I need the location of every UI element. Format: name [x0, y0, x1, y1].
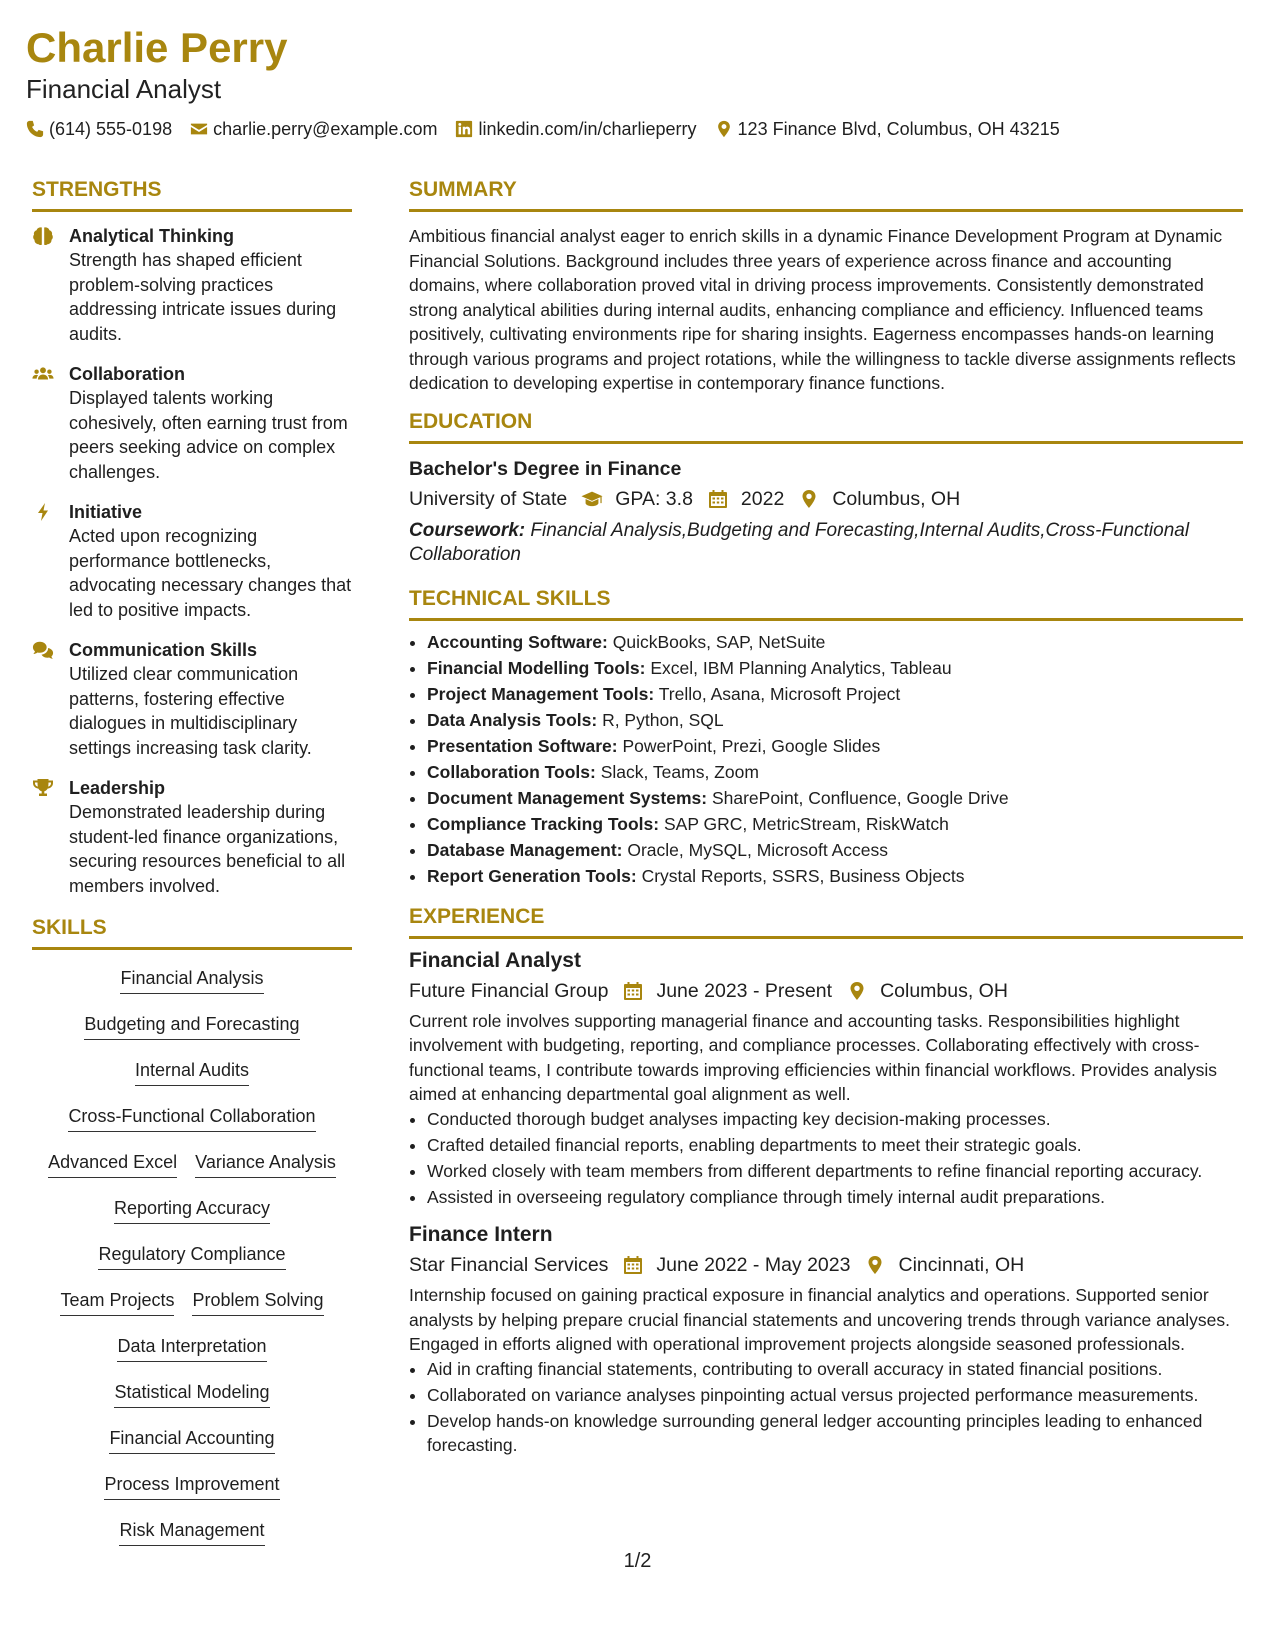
- tech-label: Database Management:: [427, 839, 623, 860]
- education-location: Columbus, OH: [832, 487, 961, 510]
- job-dates: June 2022 - May 2023: [656, 1254, 851, 1276]
- gpa-text: GPA: 3.8: [615, 487, 693, 510]
- tech-label: Financial Modelling Tools:: [427, 657, 646, 678]
- list-item: • Worked closely with team members from different departments to refine financial reporting accuracy.: [427, 1159, 1243, 1184]
- strength-item: [32, 638, 352, 760]
- coursework-label: Coursework:: [409, 519, 526, 541]
- calendar-icon: [622, 981, 644, 1001]
- education-heading: EDUCATION: [409, 409, 533, 433]
- tech-label: Report Generation Tools:: [427, 865, 637, 886]
- graduation-year: 2022: [740, 487, 785, 510]
- degree-title: Bachelor's Degree in Finance: [409, 457, 682, 480]
- bolt-icon: [32, 502, 54, 522]
- strength-title: Initiative: [69, 502, 143, 522]
- skill-tag: Financial Analysis: [120, 966, 263, 994]
- candidate-title: Financial Analyst: [26, 74, 222, 104]
- strength-title: Collaboration: [69, 364, 185, 384]
- calendar-icon: [707, 489, 729, 509]
- tech-label: Document Management Systems:: [427, 787, 708, 808]
- job-bullets: [409, 1357, 1243, 1458]
- technical-skills-heading: TECHNICAL SKILLS: [409, 586, 611, 610]
- strength-desc: Displayed talents working cohesively, often earning trust from peers seeking advice on complex challenges.: [69, 388, 348, 482]
- candidate-name: Charlie Perry: [26, 24, 288, 71]
- section-divider: [409, 209, 1243, 212]
- skill-tag: Regulatory Compliance: [98, 1242, 285, 1270]
- skill-tag: Cross-Functional Collaboration: [68, 1104, 315, 1132]
- skill-tag: Team Projects: [60, 1288, 174, 1316]
- map-pin-icon: [715, 120, 733, 138]
- tech-value: R, Python, SQL: [602, 709, 724, 730]
- strength-title: Analytical Thinking: [69, 226, 235, 246]
- strength-title: Communication Skills: [69, 640, 258, 660]
- job-summary: Current role involves supporting managerial finance and accounting tasks. Responsibilities highlight involvement with budgeting, reporting, and compliance processes. Collaborating effectively with cross-functional teams, I contribute towards improving efficiencies within financial workflows. Provides analysis aimed at enhancing departmental goal alignment as well.: [409, 1010, 1217, 1104]
- summary-heading: SUMMARY: [409, 178, 517, 201]
- strength-desc: Demonstrated leadership during student-led finance organizations, securing resources beneficial to all members involved.: [69, 802, 346, 896]
- skill-tag: Advanced Excel: [48, 1150, 177, 1178]
- skill-tag: Risk Management: [119, 1518, 264, 1546]
- skill-tag: Statistical Modeling: [114, 1380, 269, 1408]
- tech-label: Collaboration Tools:: [427, 761, 596, 782]
- job-location: Columbus, OH: [880, 979, 1008, 1002]
- job-meta: [409, 1251, 1243, 1279]
- list-item: [427, 837, 1243, 863]
- strength-item: [32, 224, 352, 346]
- address-text: 123 Finance Blvd, Columbus, OH 43215: [737, 119, 1060, 139]
- company-name: Star Financial Services: [409, 1254, 609, 1276]
- users-icon: [32, 364, 54, 384]
- left-column: [32, 176, 352, 1564]
- coursework-list: Financial Analysis,Budgeting and Forecasting,Internal Audits,Cross-Functional Collaboration: [409, 519, 1190, 565]
- skills-list: [32, 966, 352, 1564]
- page-number: 1/2: [623, 1550, 652, 1572]
- list-item: [427, 707, 1243, 733]
- strength-item: [32, 362, 352, 484]
- skill-tag: Problem Solving: [192, 1288, 323, 1316]
- skill-tag: Financial Accounting: [109, 1426, 274, 1454]
- technical-skills-list: [409, 629, 1243, 889]
- section-divider: [409, 618, 1243, 621]
- skill-tag: Budgeting and Forecasting: [84, 1012, 299, 1040]
- tech-label: Project Management Tools:: [427, 683, 655, 704]
- list-item: • Crafted detailed financial reports, enabling departments to meet their strategic goals.: [427, 1133, 1243, 1158]
- tech-value: Trello, Asana, Microsoft Project: [658, 683, 901, 704]
- experience-heading: EXPERIENCE: [409, 904, 545, 928]
- list-item: [427, 863, 1243, 889]
- strength-desc: Utilized clear communication patterns, fostering effective dialogues in multidisciplinary settings increasing task clarity.: [69, 664, 312, 758]
- job-entry: [409, 1221, 1243, 1458]
- education-meta: [409, 485, 1243, 513]
- contact-phone: [26, 118, 172, 140]
- strengths-heading: STRENGTHS: [32, 178, 162, 201]
- list-item: [427, 681, 1243, 707]
- skill-tag: Process Improvement: [104, 1472, 279, 1500]
- tech-label: Data Analysis Tools:: [427, 709, 598, 730]
- contact-row: [26, 118, 1246, 140]
- linkedin-icon: [455, 120, 473, 138]
- calendar-icon: [622, 1255, 644, 1275]
- skill-tag: Variance Analysis: [195, 1150, 336, 1178]
- job-location: Cincinnati, OH: [898, 1254, 1025, 1276]
- brain-icon: [32, 226, 54, 246]
- tech-label: Compliance Tracking Tools:: [427, 813, 660, 834]
- tech-value: SAP GRC, MetricStream, RiskWatch: [663, 813, 949, 834]
- graduation-cap-icon: [581, 489, 603, 509]
- section-divider: [32, 209, 352, 212]
- strength-desc: Acted upon recognizing performance bottlenecks, advocating necessary changes that led to positive impacts.: [69, 526, 352, 620]
- phone-text: (614) 555-0198: [49, 119, 173, 139]
- map-pin-icon: [864, 1255, 886, 1275]
- list-item: [427, 785, 1243, 811]
- job-summary: Internship focused on gaining practical exposure in financial analytics and operations. Supported senior analysts by helping prepare crucial financial statements and uncovering trends through variance analyses. Engaged in efforts aligned with operational improvement projects alongside seasoned professionals.: [409, 1285, 1231, 1354]
- section-divider: [32, 947, 352, 950]
- skill-tag: Data Interpretation: [117, 1334, 266, 1362]
- comments-icon: [32, 640, 54, 660]
- job-title: Financial Analyst: [409, 948, 581, 972]
- job-title: Finance Intern: [409, 1223, 553, 1246]
- list-item: • Conducted thorough budget analyses impacting key decision-making processes.: [427, 1107, 1243, 1132]
- strength-item: [32, 776, 352, 898]
- trophy-icon: [32, 778, 54, 798]
- list-item: [427, 655, 1243, 681]
- company-name: Future Financial Group: [409, 979, 609, 1002]
- envelope-icon: [190, 120, 208, 138]
- strength-item: [32, 500, 352, 622]
- job-meta: [409, 977, 1243, 1005]
- skill-tag: Reporting Accuracy: [114, 1196, 270, 1224]
- contact-email[interactable]: [190, 118, 437, 140]
- tech-label: Accounting Software:: [427, 631, 608, 652]
- coursework: [409, 519, 1243, 567]
- contact-address: [715, 118, 1060, 140]
- right-column: [409, 176, 1243, 1459]
- job-dates: June 2023 - Present: [656, 979, 833, 1002]
- tech-label: Presentation Software:: [427, 735, 618, 756]
- tech-value: Slack, Teams, Zoom: [600, 761, 759, 782]
- strength-desc: Strength has shaped efficient problem-solving practices addressing intricate issues during audits.: [69, 250, 337, 344]
- tech-value: SharePoint, Confluence, Google Drive: [711, 787, 1009, 808]
- tech-value: Crystal Reports, SSRS, Business Objects: [641, 865, 965, 886]
- tech-value: Oracle, MySQL, Microsoft Access: [627, 839, 888, 860]
- list-item: • Collaborated on variance analyses pinpointing actual versus projected performance measurements.: [427, 1383, 1243, 1408]
- strength-title: Leadership: [69, 778, 166, 798]
- linkedin-link[interactable]: linkedin.com/in/charlieperry: [478, 119, 697, 139]
- list-item: [427, 759, 1243, 785]
- section-divider: [409, 441, 1243, 444]
- list-item: • Aid in crafting financial statements, contributing to overall accuracy in stated financial positions.: [427, 1357, 1243, 1382]
- contact-linkedin[interactable]: [455, 118, 696, 140]
- map-pin-icon: [798, 489, 820, 509]
- email-link[interactable]: charlie.perry@example.com: [213, 119, 438, 139]
- skill-tag: Internal Audits: [135, 1058, 249, 1086]
- list-item: • Develop hands-on knowledge surrounding general ledger accounting principles leading to enhanced forecasting.: [427, 1409, 1243, 1458]
- tech-value: Excel, IBM Planning Analytics, Tableau: [650, 657, 952, 678]
- list-item: • Assisted in overseeing regulatory compliance through timely internal audit preparations.: [427, 1185, 1243, 1210]
- skills-heading: SKILLS: [32, 916, 107, 939]
- tech-value: QuickBooks, SAP, NetSuite: [612, 631, 826, 652]
- school-name: University of State: [409, 487, 568, 510]
- map-pin-icon: [846, 981, 868, 1001]
- job-entry: [409, 947, 1243, 1210]
- list-item: [427, 811, 1243, 837]
- list-item: [427, 629, 1243, 655]
- tech-value: PowerPoint, Prezi, Google Slides: [622, 735, 881, 756]
- phone-icon: [26, 120, 44, 138]
- job-bullets: [409, 1107, 1243, 1210]
- resume-header: [26, 22, 1246, 140]
- summary-text: Ambitious financial analyst eager to enrich skills in a dynamic Finance Development Program at Dynamic Financial Solutions. Background includes three years of experience across finance and accounting domains, where collaboration proved vital in driving process improvements. Consistently demonstrated strong analytical abilities during internal audits, enhancing compliance and efficiency. Influenced teams positively, cultivating environments ripe for sharing insights. Eagerness encompasses hands-on learning through various programs and project rotations, while the willingness to tackle diverse assignments reflects dedication to developing expertise in contemporary finance functions.: [409, 226, 1236, 393]
- section-divider: [409, 936, 1243, 939]
- list-item: [427, 733, 1243, 759]
